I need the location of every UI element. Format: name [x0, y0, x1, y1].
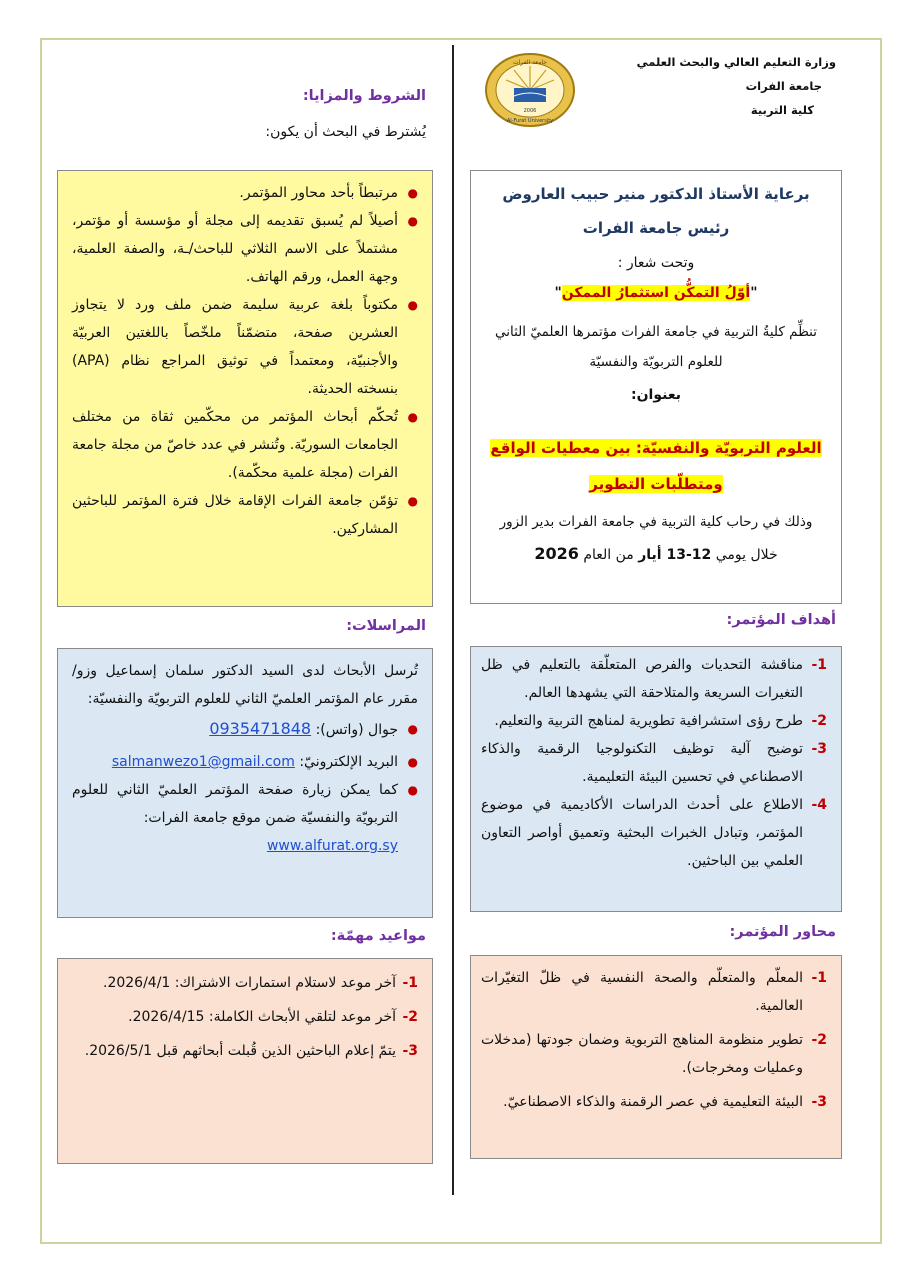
svg-text:Al-Furat University: Al-Furat University	[506, 118, 554, 124]
correspondence-title: المراسلات:	[346, 618, 426, 634]
conditions-intro: يُشترط في البحث أن يكون:	[265, 124, 426, 140]
bullet-icon: ●	[407, 186, 418, 200]
goals-title: أهداف المؤتمر:	[726, 612, 836, 628]
title-label: بعنوان:	[631, 387, 681, 403]
column-divider	[452, 45, 454, 1195]
patron-line: برعاية الأستاذ الدكتور منير حبيب العاروض	[502, 185, 810, 203]
bullet-icon: ●	[407, 298, 418, 312]
conference-title: العلوم التربويّة والنفسيّة: بين معطيات الواقع	[490, 439, 822, 457]
website-link[interactable]: www.alfurat.org.sy	[266, 838, 398, 854]
list-item: 3- يتمّ إعلام الباحثين الذين قُبلت أبحاثهم قبل 2026/5/1.	[84, 1043, 418, 1059]
organizer-line-2: للعلوم التربويّة والنفسيّة	[589, 354, 723, 370]
correspondence-intro: تُرسل الأبحاث لدى السيد الدكتور سلمان إسماعيل وزو/ مقرر عام المؤتمر العلميّ الثاني للعلوم التربويّة والنفسيّة:	[72, 663, 418, 707]
phone-link[interactable]: 0935471848	[209, 719, 312, 738]
list-item: 4- الاطلاع على أحدث الدراسات الأكاديمية في موضوع المؤتمر، وتبادل الخبرات البحثية وتعميق أواصر التعاون العلمي بين الباحثين.	[481, 797, 827, 869]
email-link[interactable]: salmanwezo1@gmail.com	[111, 754, 295, 770]
list-item: ● تؤمّن جامعة الفرات الإقامة خلال فترة المؤتمر للباحثين المشاركين.	[72, 487, 418, 543]
list-item: ● أصيلاً لم يُسبق تقديمه إلى مجلة أو مؤسسة أو مؤتمر، مشتملاً على الاسم الثلاثي للباحث/ـة، والصفة العلمية، وجهة العمل، ورقم الهاتف.	[72, 207, 418, 291]
list-item: 3- توضيح آلية توظيف التكنولوجيا الرقمية والذكاء الاصطناعي في تحسين البيئة التعليمية.	[481, 741, 827, 785]
list-item: 2- آخر موعد لتلقي الأبحاث الكاملة: 2026/4/15.	[128, 1009, 418, 1025]
list-item: ● مرتبطاً بأحد محاور المؤتمر.	[72, 179, 418, 207]
venue-line: وذلك في رحاب كلية التربية في جامعة الفرات بدير الزور	[499, 514, 813, 530]
svg-text:جامعة الفرات: جامعة الفرات	[513, 59, 547, 66]
patron-title: رئيس جامعة الفرات	[582, 219, 730, 237]
university-logo	[484, 52, 576, 128]
list-item: 1- المعلّم والمتعلّم والصحة النفسية في ظلّ التغيّرات العالمية.	[481, 970, 827, 1014]
bullet-icon: ●	[407, 410, 418, 424]
conditions-box	[57, 170, 433, 607]
dates-title: مواعيد مهمّة:	[330, 928, 426, 944]
university-name: جامعة الفرات	[745, 79, 822, 93]
list-item: ● تُحكّم أبحاث المؤتمر من محكّمين ثقاة من مختلف الجامعات السوريّة. وتُنشر في عدد خاصّ من مجلة جامعة الفرات (مجلة علمية محكّمة).	[72, 403, 418, 487]
institution-header	[616, 50, 836, 122]
slogan-intro: وتحت شعار :	[617, 255, 695, 271]
date-line: خلال يومي 12-13 أيار من العام 2026	[534, 544, 778, 563]
conditions-title: الشروط والمزايا:	[302, 88, 426, 104]
organizer-line: تنظِّم كليةُ التربية في جامعة الفرات مؤتمرها العلميّ الثاني	[494, 324, 818, 340]
bullet-icon: ●	[407, 214, 418, 228]
ministry-name: وزارة التعليم العالي والبحث العلمي	[636, 55, 836, 69]
correspondence-box	[57, 648, 433, 918]
list-item: 2- طرح رؤى استشرافية تطويرية لمناهج التربية والتعليم.	[494, 713, 827, 729]
bullet-icon: ●	[407, 494, 418, 508]
list-item: ● مكتوباً بلغة عربية سليمة ضمن ملف ورد لا يتجاوز العشرين صفحة، متضمّناً ملخّصاً باللغتين العربيّة والأجنبيّة، ومعتمداً في توثيق المراجع نظام (APA) بنسخته الحديثة.	[72, 291, 418, 403]
bullet-icon: ●	[407, 755, 418, 769]
axes-title: محاور المؤتمر:	[729, 924, 836, 940]
svg-text:2006: 2006	[523, 108, 537, 114]
dates-box	[57, 958, 433, 1164]
axes-box	[470, 955, 842, 1159]
email-row	[72, 748, 418, 776]
slogan: "أوّلُ التمكُّن استثمارُ الممكن"	[554, 285, 758, 301]
email-label: البريد الإلكترونيّ:	[299, 754, 398, 770]
goals-box	[470, 646, 842, 912]
list-item: 1- مناقشة التحديات والفرص المتعلّقة بالتعليم في ظل التغيرات السريعة والمتلاحقة التي يشهدها العالم.	[481, 657, 827, 701]
patron-box	[470, 170, 842, 604]
conference-title-2: ومتطلّبات التطوير	[589, 475, 723, 493]
website-row: ● كما يمكن زيارة صفحة المؤتمر العلميّ الثاني للعلوم التربويّة والنفسيّة ضمن موقع جامعة الفرات:	[72, 776, 418, 832]
bullet-icon: ●	[407, 722, 418, 736]
phone-row	[72, 715, 418, 744]
faculty-name: كلية التربية	[750, 103, 814, 117]
list-item: 2- تطوير منظومة المناهج التربوية وضمان جودتها (مدخلات وعمليات ومخرجات).	[481, 1032, 827, 1076]
bullet-icon: ●	[407, 783, 418, 797]
list-item: 3- البيئة التعليمية في عصر الرقمنة والذكاء الاصطناعيّ.	[503, 1094, 827, 1110]
phone-label: جوال (واتس):	[315, 722, 398, 738]
website-link-row	[72, 832, 418, 860]
list-item: 1- آخر موعد لاستلام استمارات الاشتراك: 2026/4/1.	[103, 975, 418, 991]
